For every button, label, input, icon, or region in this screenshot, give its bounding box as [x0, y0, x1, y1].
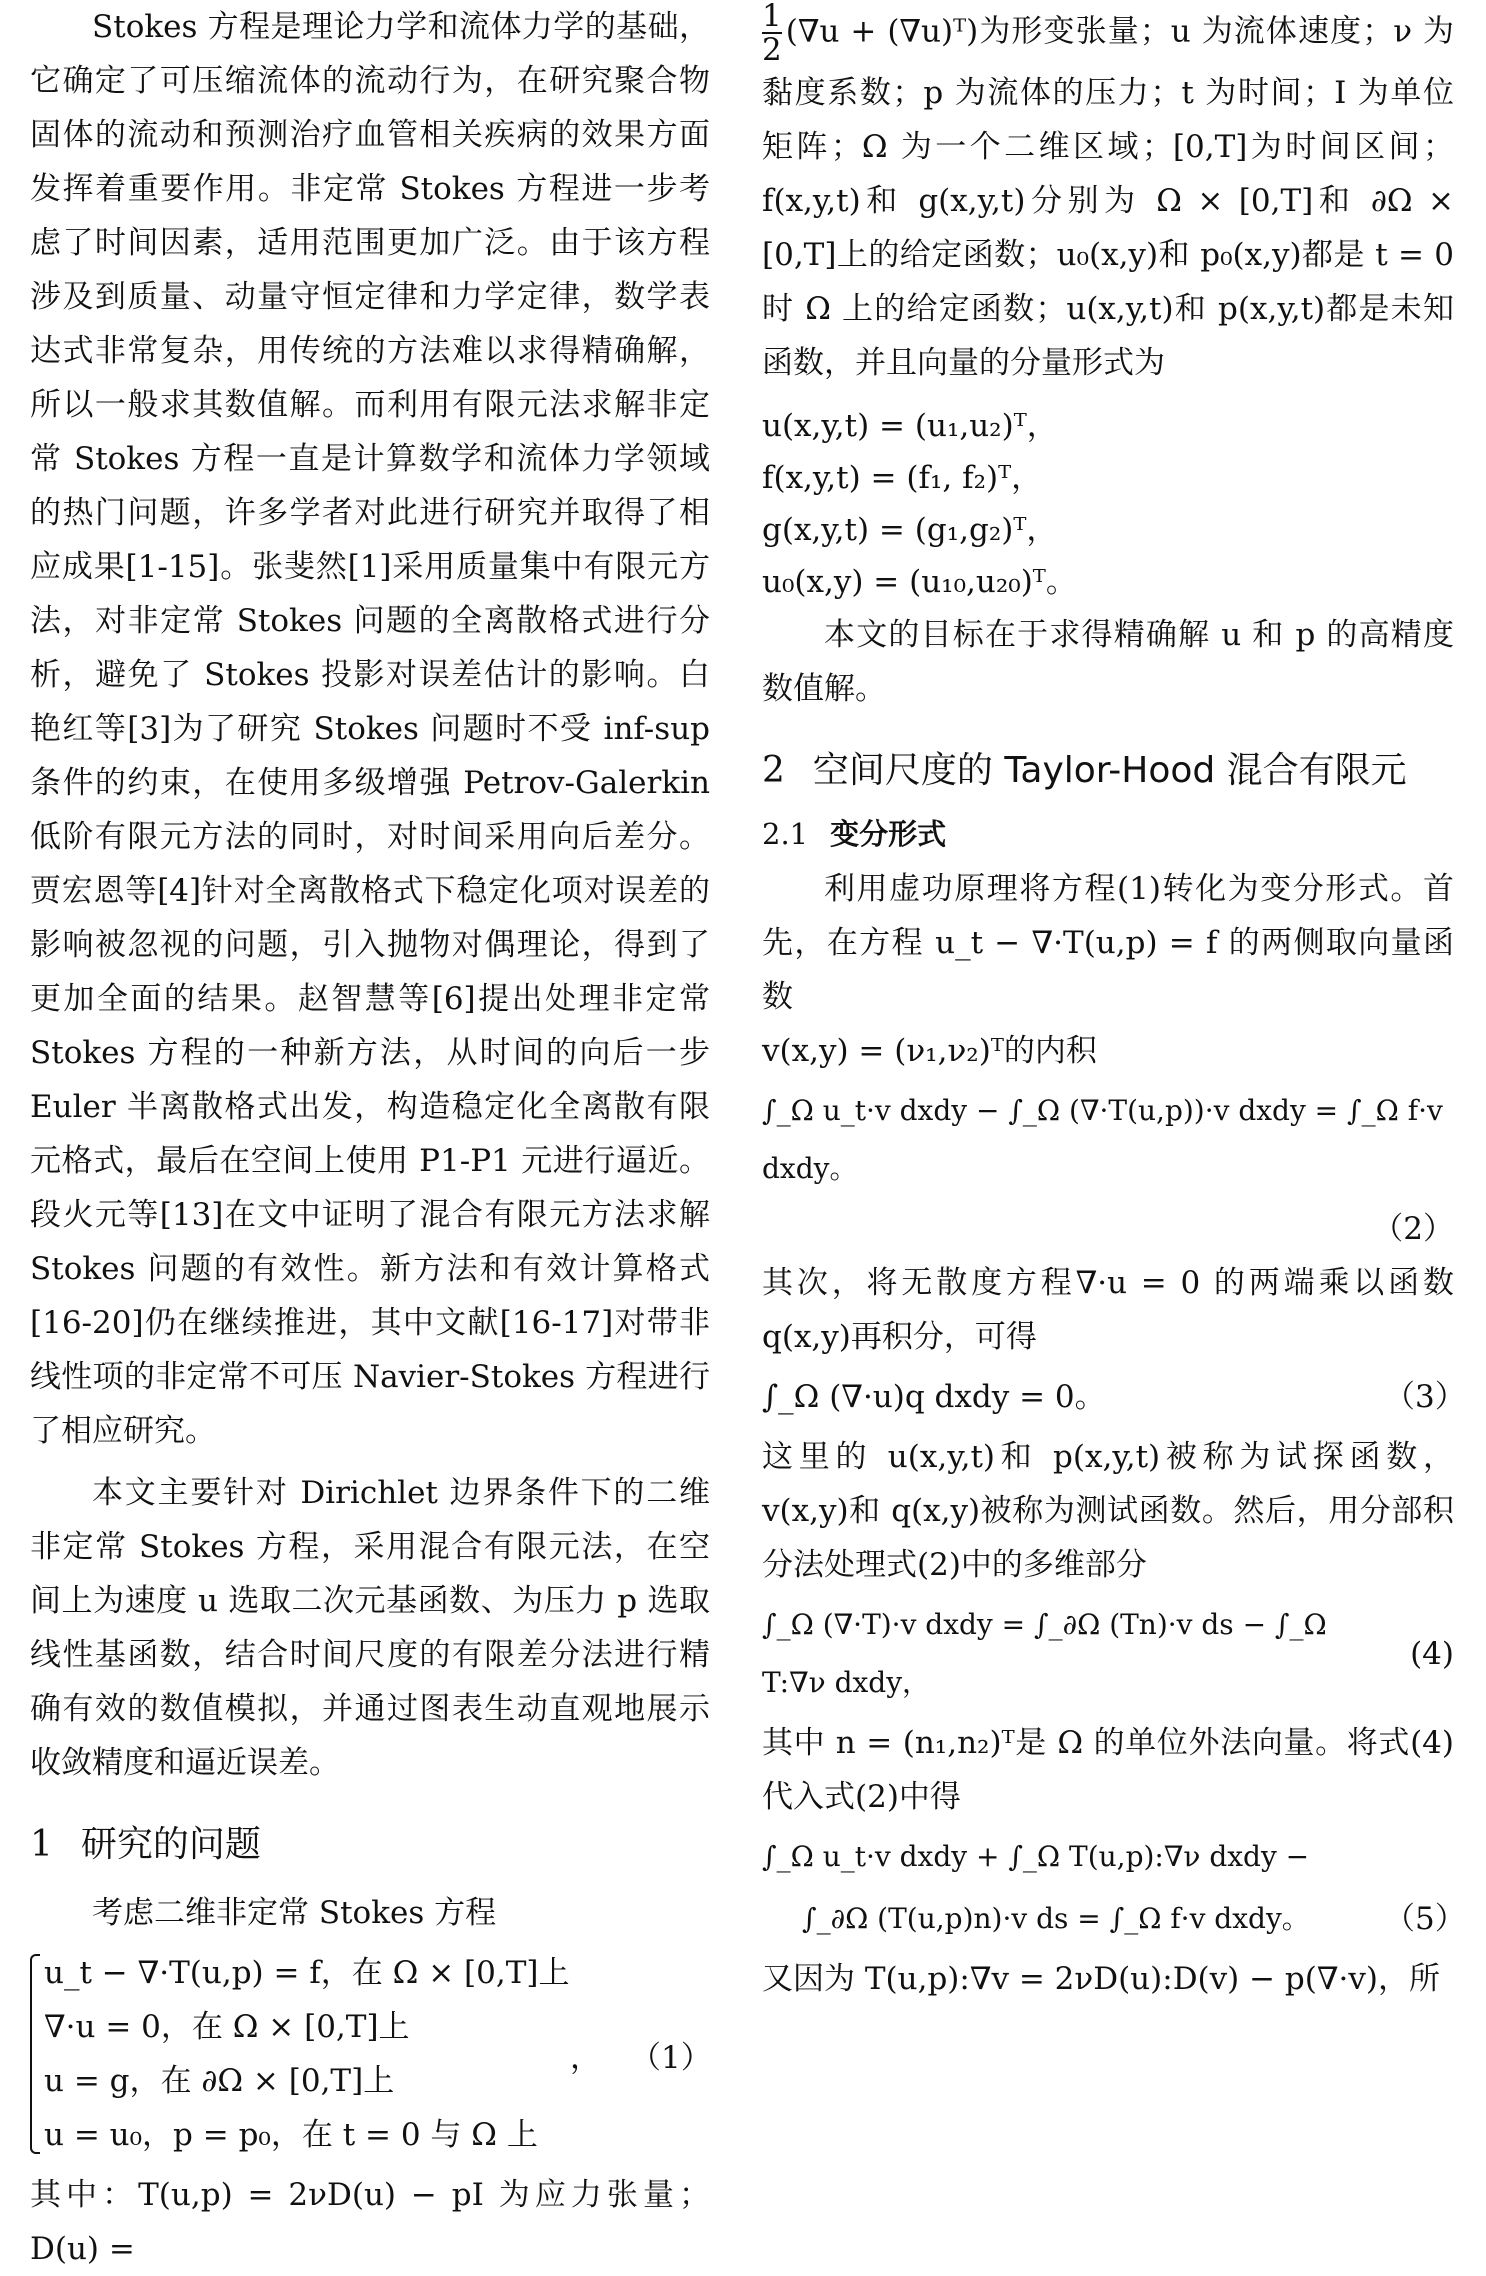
definitions-paragraph	[762, 0, 1454, 390]
vector-g: g(x,y,t) = (g₁,g₂)ᵀ，	[762, 512, 1058, 548]
section-1-heading	[30, 1820, 710, 1870]
equation-1	[30, 1940, 710, 2168]
equation-5-line-2	[762, 1890, 1466, 1948]
equation-5-tag: （5）	[1384, 1901, 1466, 1937]
one-half-fraction	[762, 0, 782, 66]
trial-functions-paragraph: 这里的 u(x,y,t)和 p(x,y,t)被称为试探函数，v(x,y)和 q(x,y)被称为测试函数。然后，用分部积分法处理式(2)中的多维部分	[762, 1439, 1454, 1583]
equation-4-tag: (4)	[1410, 1636, 1454, 1672]
equation-4	[762, 1596, 1454, 1712]
test-function-line: v(x,y) = (ν₁,ν₂)ᵀ的内积	[762, 1033, 1097, 1069]
system-comma: ，	[570, 2039, 601, 2076]
section-2-heading	[762, 746, 1454, 796]
vector-u0: u₀(x,y) = (u₁₀,u₂₀)ᵀ。	[762, 564, 1077, 600]
equation-5a-body: ∫_Ω u_t·v dxdy + ∫_Ω T(u,p):∇ν dxdy −	[762, 1840, 1310, 1873]
equation-3-tag: （3）	[1384, 1379, 1466, 1415]
definitions-text: (∇u + (∇u)ᵀ)为形变张量；u 为流体速度；ν 为黏度系数；p 为流体的压力；t 为时间；I 为单位矩阵；Ω 为一个二维区域；[0,T]为时间区间；f(x,y,t)和 g(x,y,t)分别为 Ω × [0,T]和 ∂Ω × [0,T]上的给定函数；u₀(x,y)和 p₀(x,y)都是 t = 0 时 Ω 上的给定函数；u(x,y,t)和 p(x,y,t)都是未知函数，并且向量的分量形式为	[762, 13, 1454, 381]
vector-f: f(x,y,t) = (f₁, f₂)ᵀ，	[762, 460, 1043, 496]
problem-intro: 考虑二维非定常 Stokes 方程	[92, 1895, 497, 1931]
subsection-2-1-heading	[762, 812, 1454, 856]
equation-5-line-1	[762, 1828, 1454, 1886]
divergence-paragraph: 其次，将无散度方程∇·u = 0 的两端乘以函数 q(x,y)再积分，可得	[762, 1265, 1454, 1355]
equation-2-body: ∫_Ω u_t·v dxdy − ∫_Ω (∇·T(u,p))·v dxdy = ∫_Ω f·v dxdy。	[762, 1094, 1443, 1185]
system-line-2: ∇·u = 0，在 Ω × [0,T]上	[44, 2009, 410, 2045]
section-1-number: 1	[30, 1824, 53, 1865]
subsection-2-1-number: 2.1	[762, 817, 809, 851]
normal-vector-paragraph: 其中 n = (n₁,n₂)ᵀ是 Ω 的单位外法向量。将式(4)代入式(2)中得	[762, 1725, 1454, 1815]
section-2-title: 空间尺度的 Taylor-Hood 混合有限元	[812, 750, 1407, 791]
equation-system	[30, 1946, 570, 2162]
subsection-2-1-title: 变分形式	[830, 817, 947, 851]
equation-3-body: ∫_Ω (∇·u)q dxdy = 0。	[762, 1379, 1106, 1415]
final-paragraph: 又因为 T(u,p):∇v = 2νD(u):D(v) − p(∇·v)，所	[762, 1961, 1440, 1997]
fraction-numerator: 1	[762, 0, 782, 34]
section-2-number: 2	[762, 750, 785, 791]
system-line-4: u = u₀，p = p₀，在 t = 0 与 Ω 上	[44, 2117, 538, 2153]
right-column	[762, 0, 1466, 2006]
system-line-1: u_t − ∇·T(u,p) = f，在 Ω × [0,T]上	[44, 1955, 570, 1991]
definitions-start: 其中：T(u,p) = 2νD(u) − pI 为应力张量；D(u) =	[30, 2177, 710, 2267]
equation-1-tag: （1）	[630, 2039, 712, 2076]
equation-2	[762, 1082, 1454, 1198]
vector-u: u(x,y,t) = (u₁,u₂)ᵀ，	[762, 408, 1058, 444]
equation-4-body: ∫_Ω (∇·T)·v dxdy = ∫_∂Ω (Tn)·v ds − ∫_Ω T:∇ν dxdy，	[762, 1608, 1327, 1699]
section-1-title: 研究的问题	[80, 1824, 261, 1865]
fraction-denominator: 2	[762, 32, 782, 68]
system-line-3: u = g，在 ∂Ω × [0,T]上	[44, 2063, 395, 2099]
equation-2-tag: （2）	[1372, 1211, 1454, 1247]
scope-paragraph: 本文主要针对 Dirichlet 边界条件下的二维非定常 Stokes 方程，采用混合有限元法，在空间上为速度 u 选取二次元基函数、为压力 p 选取线性基函数，结合时间尺度的有限差分法进行精确有效的数值模拟，并通过图表生动直观地展示收敛精度和逼近误差。	[30, 1475, 710, 1781]
goal-paragraph: 本文的目标在于求得精确解 u 和 p 的高精度数值解。	[762, 617, 1454, 707]
intro-paragraph: Stokes 方程是理论力学和流体力学的基础，它确定了可压缩流体的流动行为，在研究聚合物固体的流动和预测治疗血管相关疾病的效果方面发挥着重要作用。非定常 Stokes 方程进一步考虑了时间因素，适用范围更加广泛。由于该方程涉及到质量、动量守恒定律和力学定律，数学表达式非常复杂，用传统的方法难以求得精确解，所以一般求其数值解。而利用有限元法求解非定常 Stokes 方程一直是计算数学和流体力学领域的热门问题，许多学者对此进行研究并取得了相应成果[1-15]。张斐然[1]采用质量集中有限元方法，对非定常 Stokes 问题的全离散格式进行分析，避免了 Stokes 投影对误差估计的影响。白艳红等[3]为了研究 Stokes 问题时不受 inf-sup 条件的约束，在使用多级增强 Petrov-Galerkin 低阶有限元方法的同时，对时间采用向后差分。贾宏恩等[4]针对全离散格式下稳定化项对误差的影响被忽视的问题，引入抛物对偶理论，得到了更加全面的结果。赵智慧等[6]提出处理非定常 Stokes 方程的一种新方法，从时间的向后一步 Euler 半离散格式出发，构造稳定化全离散有限元格式，最后在空间上使用 P1-P1 元进行逼近。段火元等[13]在文中证明了混合有限元方法求解 Stokes 问题的有效性。新方法和有效计算格式[16-20]仍在继续推进，其中文献[16-17]对带非线性项的非定常不可压 Navier-Stokes 方程进行了相应研究。	[30, 9, 710, 1449]
left-column	[30, 0, 710, 2276]
equation-5b-body: ∫_∂Ω (T(u,p)n)·v ds = ∫_Ω f·v dxdy。	[802, 1902, 1310, 1935]
equation-3	[762, 1368, 1466, 1426]
variational-paragraph: 利用虚功原理将方程(1)转化为变分形式。首先，在方程 u_t − ∇·T(u,p) = f 的两侧取向量函数	[762, 871, 1454, 1015]
